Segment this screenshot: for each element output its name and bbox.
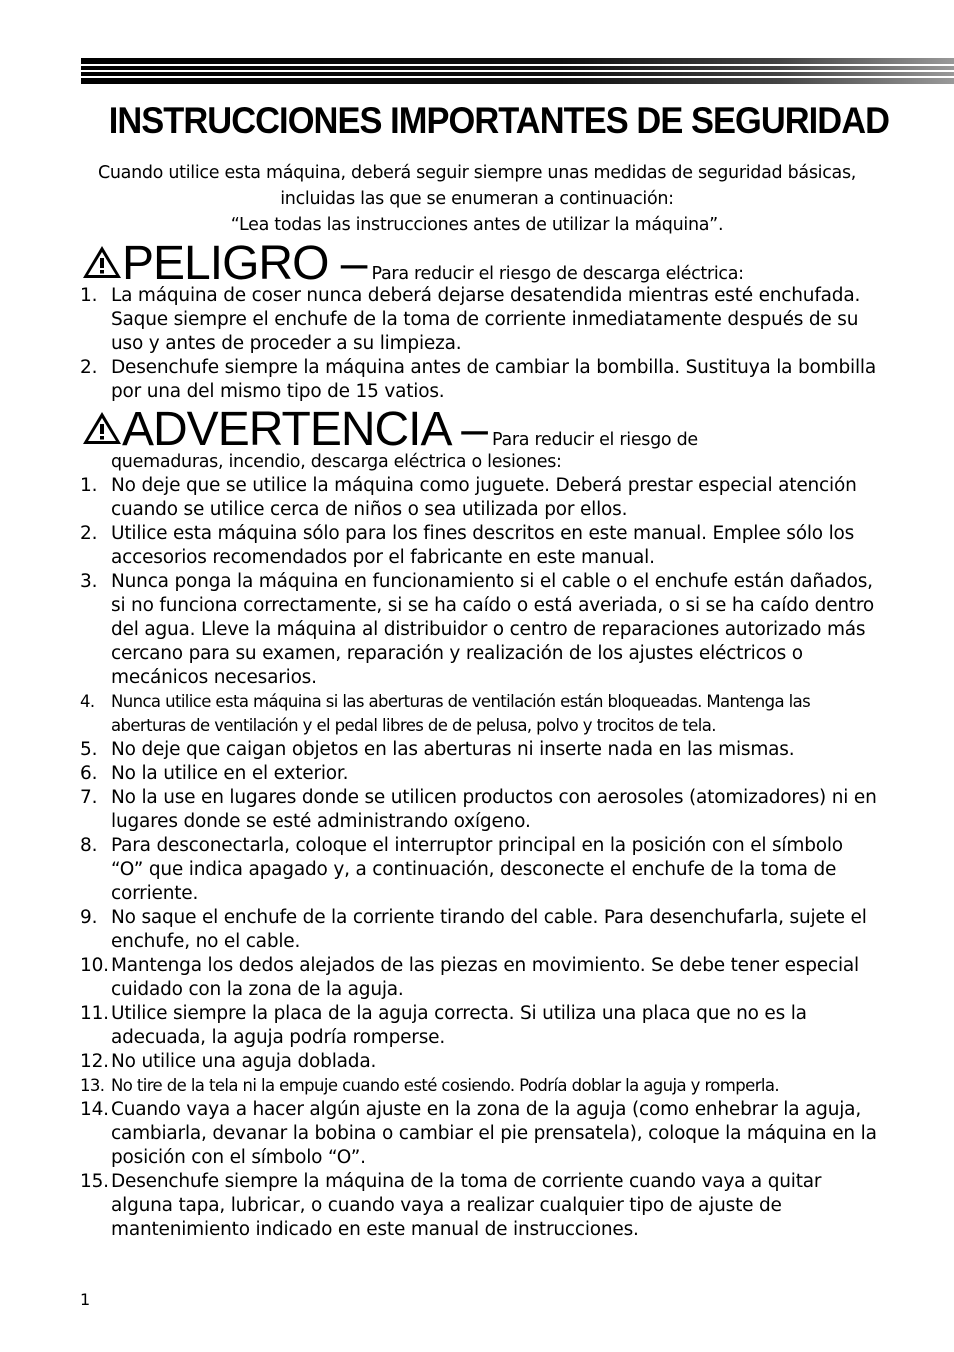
item-number: 2.: [80, 523, 98, 544]
item-text: No deje que caigan objetos en las aberturas ni inserte nada en las mismas.: [111, 739, 795, 760]
item-number: 15.: [80, 1171, 109, 1192]
item-text: Desenchufe siempre la máquina de la toma de corriente cuando vaya a quitar alguna tapa, lubricar, o cuando vaya a realizar cualquier tipo de ajuste de mantenimiento indicado en este manual de instrucciones.: [111, 1171, 822, 1240]
item-number: 12.: [80, 1051, 109, 1072]
item-number: 3.: [80, 571, 98, 592]
list-item: [80, 738, 880, 762]
page-title: INSTRUCCIONES IMPORTANTES DE SEGURIDAD: [108, 100, 890, 141]
list-item: [80, 906, 880, 954]
list-item: [80, 834, 880, 906]
item-text: No la utilice en el exterior.: [111, 763, 349, 784]
item-number: 1.: [80, 475, 98, 496]
item-number: 1.: [80, 285, 98, 306]
list-item: [80, 762, 880, 786]
warning-list: [80, 450, 880, 1242]
item-number: 11.: [80, 1003, 109, 1024]
item-text: No tire de la tela ni la empuje cuando esté cosiendo. Podría doblar la aguja y romperla.: [111, 1076, 780, 1095]
list-item: [80, 1002, 880, 1050]
item-number: 4.: [80, 692, 95, 711]
intro-text: [60, 160, 894, 238]
item-number: 2.: [80, 357, 98, 378]
list-item: [80, 690, 880, 738]
item-number: 14.: [80, 1099, 109, 1120]
item-text: Utilice siempre la placa de la aguja correcta. Si utiliza una placa que no es la adecuada, la aguja podría romperse.: [111, 1003, 807, 1048]
item-text: Mantenga los dedos alejados de las piezas en movimiento. Se debe tener especial cuidado con la zona de la aguja.: [111, 955, 859, 1000]
list-item: [80, 284, 880, 356]
item-number: 7.: [80, 787, 98, 808]
warning-triangle-icon: [82, 245, 122, 283]
item-text: Nunca utilice esta máquina si las aberturas de ventilación están bloqueadas. Mantenga las aberturas de ventilación y el pedal libres de de pelusa, polvo y trocitos de tela.: [111, 692, 811, 735]
list-item: [80, 356, 880, 404]
warning-triangle-icon: [82, 411, 122, 449]
danger-word: PELIGRO –: [122, 237, 367, 290]
list-item: [80, 786, 880, 834]
item-text: No deje que se utilice la máquina como juguete. Deberá prestar especial atención cuando se utilice cerca de niños o sea utilizada por ellos.: [111, 475, 857, 520]
header-rule: [81, 58, 954, 84]
item-text: No saque el enchufe de la corriente tirando del cable. Para desenchufarla, sujete el enchufe, no el cable.: [111, 907, 867, 952]
item-text: Nunca ponga la máquina en funcionamiento si el cable o el enchufe están dañados, si no funciona correctamente, si se ha caído o está averiada, o si se ha caído dentro del agua. Lleve la máquina al distribuidor o centro de reparaciones autorizado más cercano para su examen, reparación y realización de los ajustes eléctricos o mecánicos necesarios.: [111, 571, 875, 688]
item-number: 5.: [80, 739, 98, 760]
item-number: 8.: [80, 835, 98, 856]
list-item: [80, 570, 880, 690]
list-item: [80, 522, 880, 570]
item-text: Cuando vaya a hacer algún ajuste en la zona de la aguja (como enhebrar la aguja, cambiarla, devanar la bobina o cambiar el pie prensatela), coloque la máquina en la posición con el símbolo “O”.: [111, 1099, 877, 1168]
item-text: No la use en lugares donde se utilicen productos con aerosoles (atomizadores) ni en lugares donde se esté administrando oxígeno.: [111, 787, 877, 832]
item-number: 9.: [80, 907, 98, 928]
warning-note-continued: quemaduras, incendio, descarga eléctrica o lesiones:: [111, 452, 562, 472]
item-text: Para desconectarla, coloque el interruptor principal en la posición con el símbolo “O” que indica apagado y, a continuación, desconecte el enchufe de la toma de corriente.: [111, 835, 843, 904]
list-item: [80, 1170, 880, 1242]
warning-word: ADVERTENCIA –: [122, 403, 487, 456]
warning-heading: [82, 402, 698, 457]
intro-line: incluidas las que se enumeran a continuación:: [280, 189, 674, 209]
danger-list: [80, 284, 880, 404]
item-text: La máquina de coser nunca deberá dejarse desatendida mientras esté enchufada. Saque siempre el enchufe de la toma de corriente inmediatamente después de su uso y antes de proceder a su limpieza.: [111, 285, 861, 354]
danger-note: Para reducir el riesgo de descarga eléctrica:: [371, 264, 744, 284]
item-text: No utilice una aguja doblada.: [111, 1051, 377, 1072]
list-item: [80, 1074, 880, 1098]
intro-line: Cuando utilice esta máquina, deberá seguir siempre unas medidas de seguridad básicas,: [97, 163, 857, 183]
list-item: [80, 954, 880, 1002]
list-item: [80, 474, 880, 522]
warning-note: Para reducir el riesgo de: [492, 430, 698, 450]
item-number: 10.: [80, 955, 109, 976]
item-number: 13.: [80, 1076, 105, 1095]
list-item: [80, 1098, 880, 1170]
intro-line: “Lea todas las instrucciones antes de utilizar la máquina”.: [230, 215, 724, 235]
item-number: 6.: [80, 763, 98, 784]
item-text: Utilice esta máquina sólo para los fines descritos en este manual. Emplee sólo los accesorios recomendados por el fabricante en este manual.: [111, 523, 855, 568]
item-text: Desenchufe siempre la máquina antes de cambiar la bombilla. Sustituya la bombilla por una del mismo tipo de 15 vatios.: [111, 357, 876, 402]
danger-heading: [82, 236, 744, 291]
list-item: [80, 1050, 880, 1074]
page-number: 1: [80, 1290, 91, 1309]
